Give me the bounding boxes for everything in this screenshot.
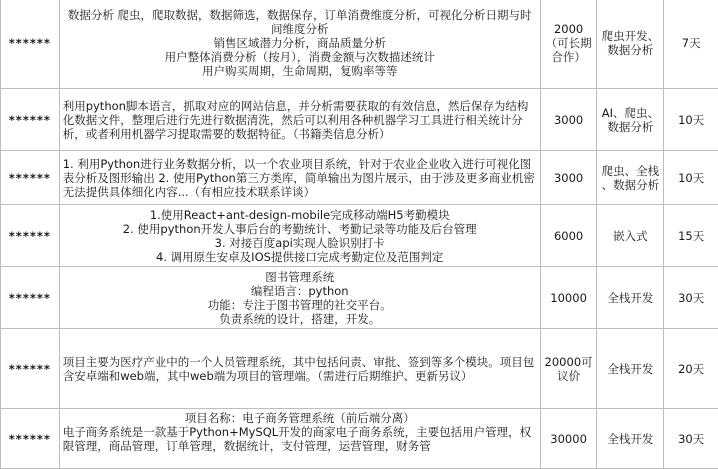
description-line: 4. 调用原生安卓及IOS提供接口完成考勤定位及范围判定 (63, 250, 537, 264)
category-line: AI、爬虫、 (600, 106, 660, 120)
price-line: 议价 (544, 369, 594, 383)
project-id: ****** (1, 151, 60, 205)
description-line: 负责系统的设计，搭建，开发。 (63, 312, 537, 326)
description-line: 3. 对接百度api实现人脸识别打卡 (63, 236, 537, 250)
price-line: 2000 (544, 22, 594, 36)
price-line: 30000 (544, 432, 594, 446)
project-price (540, 329, 597, 409)
project-description (59, 0, 540, 89)
project-duration: 10天 (664, 151, 718, 205)
table-row (1, 89, 718, 151)
table-row (1, 329, 718, 409)
category-line: 数据分析 (600, 120, 660, 134)
project-duration: 7天 (664, 0, 718, 89)
project-price (540, 151, 597, 205)
project-id: ****** (1, 409, 60, 469)
project-description (59, 409, 540, 469)
table-row (1, 151, 718, 205)
price-line: 3000 (544, 171, 594, 185)
project-price (540, 205, 597, 267)
project-category (597, 205, 664, 267)
table-row (1, 267, 718, 329)
project-duration: 10天 (664, 89, 718, 151)
project-price (540, 0, 597, 89)
project-category (597, 329, 664, 409)
description-line: 1. 利用Python进行业务数据分析，以一个农业项目系统，针对于农业企业收入进行可视化图表分析及图形输出 2. 使用Python第三方类库，简单输出为图片展示，由于涉及更多商业机密无法提供具体细化内容...（有相应技术联系详谈） (63, 157, 537, 199)
project-price (540, 89, 597, 151)
category-line: 嵌入式 (600, 229, 660, 243)
project-description (59, 151, 540, 205)
project-description (59, 89, 540, 151)
table-row (1, 205, 718, 267)
project-description (59, 329, 540, 409)
description-line: 功能：专注于图书管理的社交平台。 (63, 298, 537, 312)
project-price (540, 267, 597, 329)
description-line: 图书管理系统 (63, 270, 537, 284)
category-line: 全栈开发 (600, 432, 660, 446)
description-line: 项目名称：电子商务管理系统（前后端分离） (63, 411, 537, 425)
project-category (597, 409, 664, 469)
price-line: 合作） (544, 50, 594, 64)
project-id: ****** (1, 329, 60, 409)
description-line: 编程语言：python (63, 284, 537, 298)
description-line: 项目主要为医疗产业中的一个人员管理系统，其中包括问责、审批、签到等多个模块。项目包含安卓端和web端，其中web端为项目的管理端。（需进行后期维护、更新另议） (63, 355, 537, 383)
description-line: 用户购买周期，生命周期，复购率等等 (63, 64, 537, 78)
project-duration: 30天 (664, 267, 718, 329)
price-line: 20000可 (544, 355, 594, 369)
project-category (597, 0, 664, 89)
project-id: ****** (1, 89, 60, 151)
description-line: 数据分析 爬虫，爬取数据，数据筛选，数据保存，订单消费维度分析，可视化分析日期与时间维度分析 (63, 8, 537, 36)
price-line: 10000 (544, 291, 594, 305)
category-line: 、数据分析 (600, 178, 660, 192)
project-category (597, 267, 664, 329)
table-row (1, 0, 718, 89)
category-line: 爬虫、全栈 (600, 164, 660, 178)
description-line: 销售区域潜力分析，商品质量分析 (63, 36, 537, 50)
category-line: 全栈开发 (600, 291, 660, 305)
project-category (597, 89, 664, 151)
description-line: 2. 使用python开发人事后台的考勤统计、考勤记录等功能及后台管理 (63, 222, 537, 236)
project-description (59, 267, 540, 329)
category-line: 全栈开发 (600, 362, 660, 376)
project-price (540, 409, 597, 469)
project-description (59, 205, 540, 267)
category-line: 爬虫开发、 (600, 29, 660, 43)
project-duration: 30天 (664, 409, 718, 469)
project-id: ****** (1, 205, 60, 267)
price-line: （可长期 (544, 36, 594, 50)
project-category (597, 151, 664, 205)
price-line: 6000 (544, 229, 594, 243)
description-line: 利用python脚本语言，抓取对应的网站信息，并分析需要获取的有效信息，然后保存为结构化数据文件，整理后进行先进行数据清洗，然后可以利用各种机器学习工具进行相关统计分析，或者利用机器学习提取需要的数据特征。（书籍类信息分析） (63, 99, 537, 141)
table-row (1, 409, 718, 469)
project-duration: 15天 (664, 205, 718, 267)
project-duration: 20天 (664, 329, 718, 409)
project-id: ****** (1, 267, 60, 329)
project-id: ****** (1, 0, 60, 89)
description-line: 电子商务系统是一款基于Python+MySQL开发的商家电子商务系统，主要包括用户管理，权限管理，商品管理，订单管理，数据统计，支付管理，运营管理，财务管 (63, 425, 537, 453)
description-line: 用户整体消费分析（按月），消费金额与次数描述统计 (63, 50, 537, 64)
category-line: 数据分析 (600, 43, 660, 57)
description-line: 1.使用React+ant-design-mobile完成移动端H5考勤模块 (63, 208, 537, 222)
price-line: 3000 (544, 113, 594, 127)
